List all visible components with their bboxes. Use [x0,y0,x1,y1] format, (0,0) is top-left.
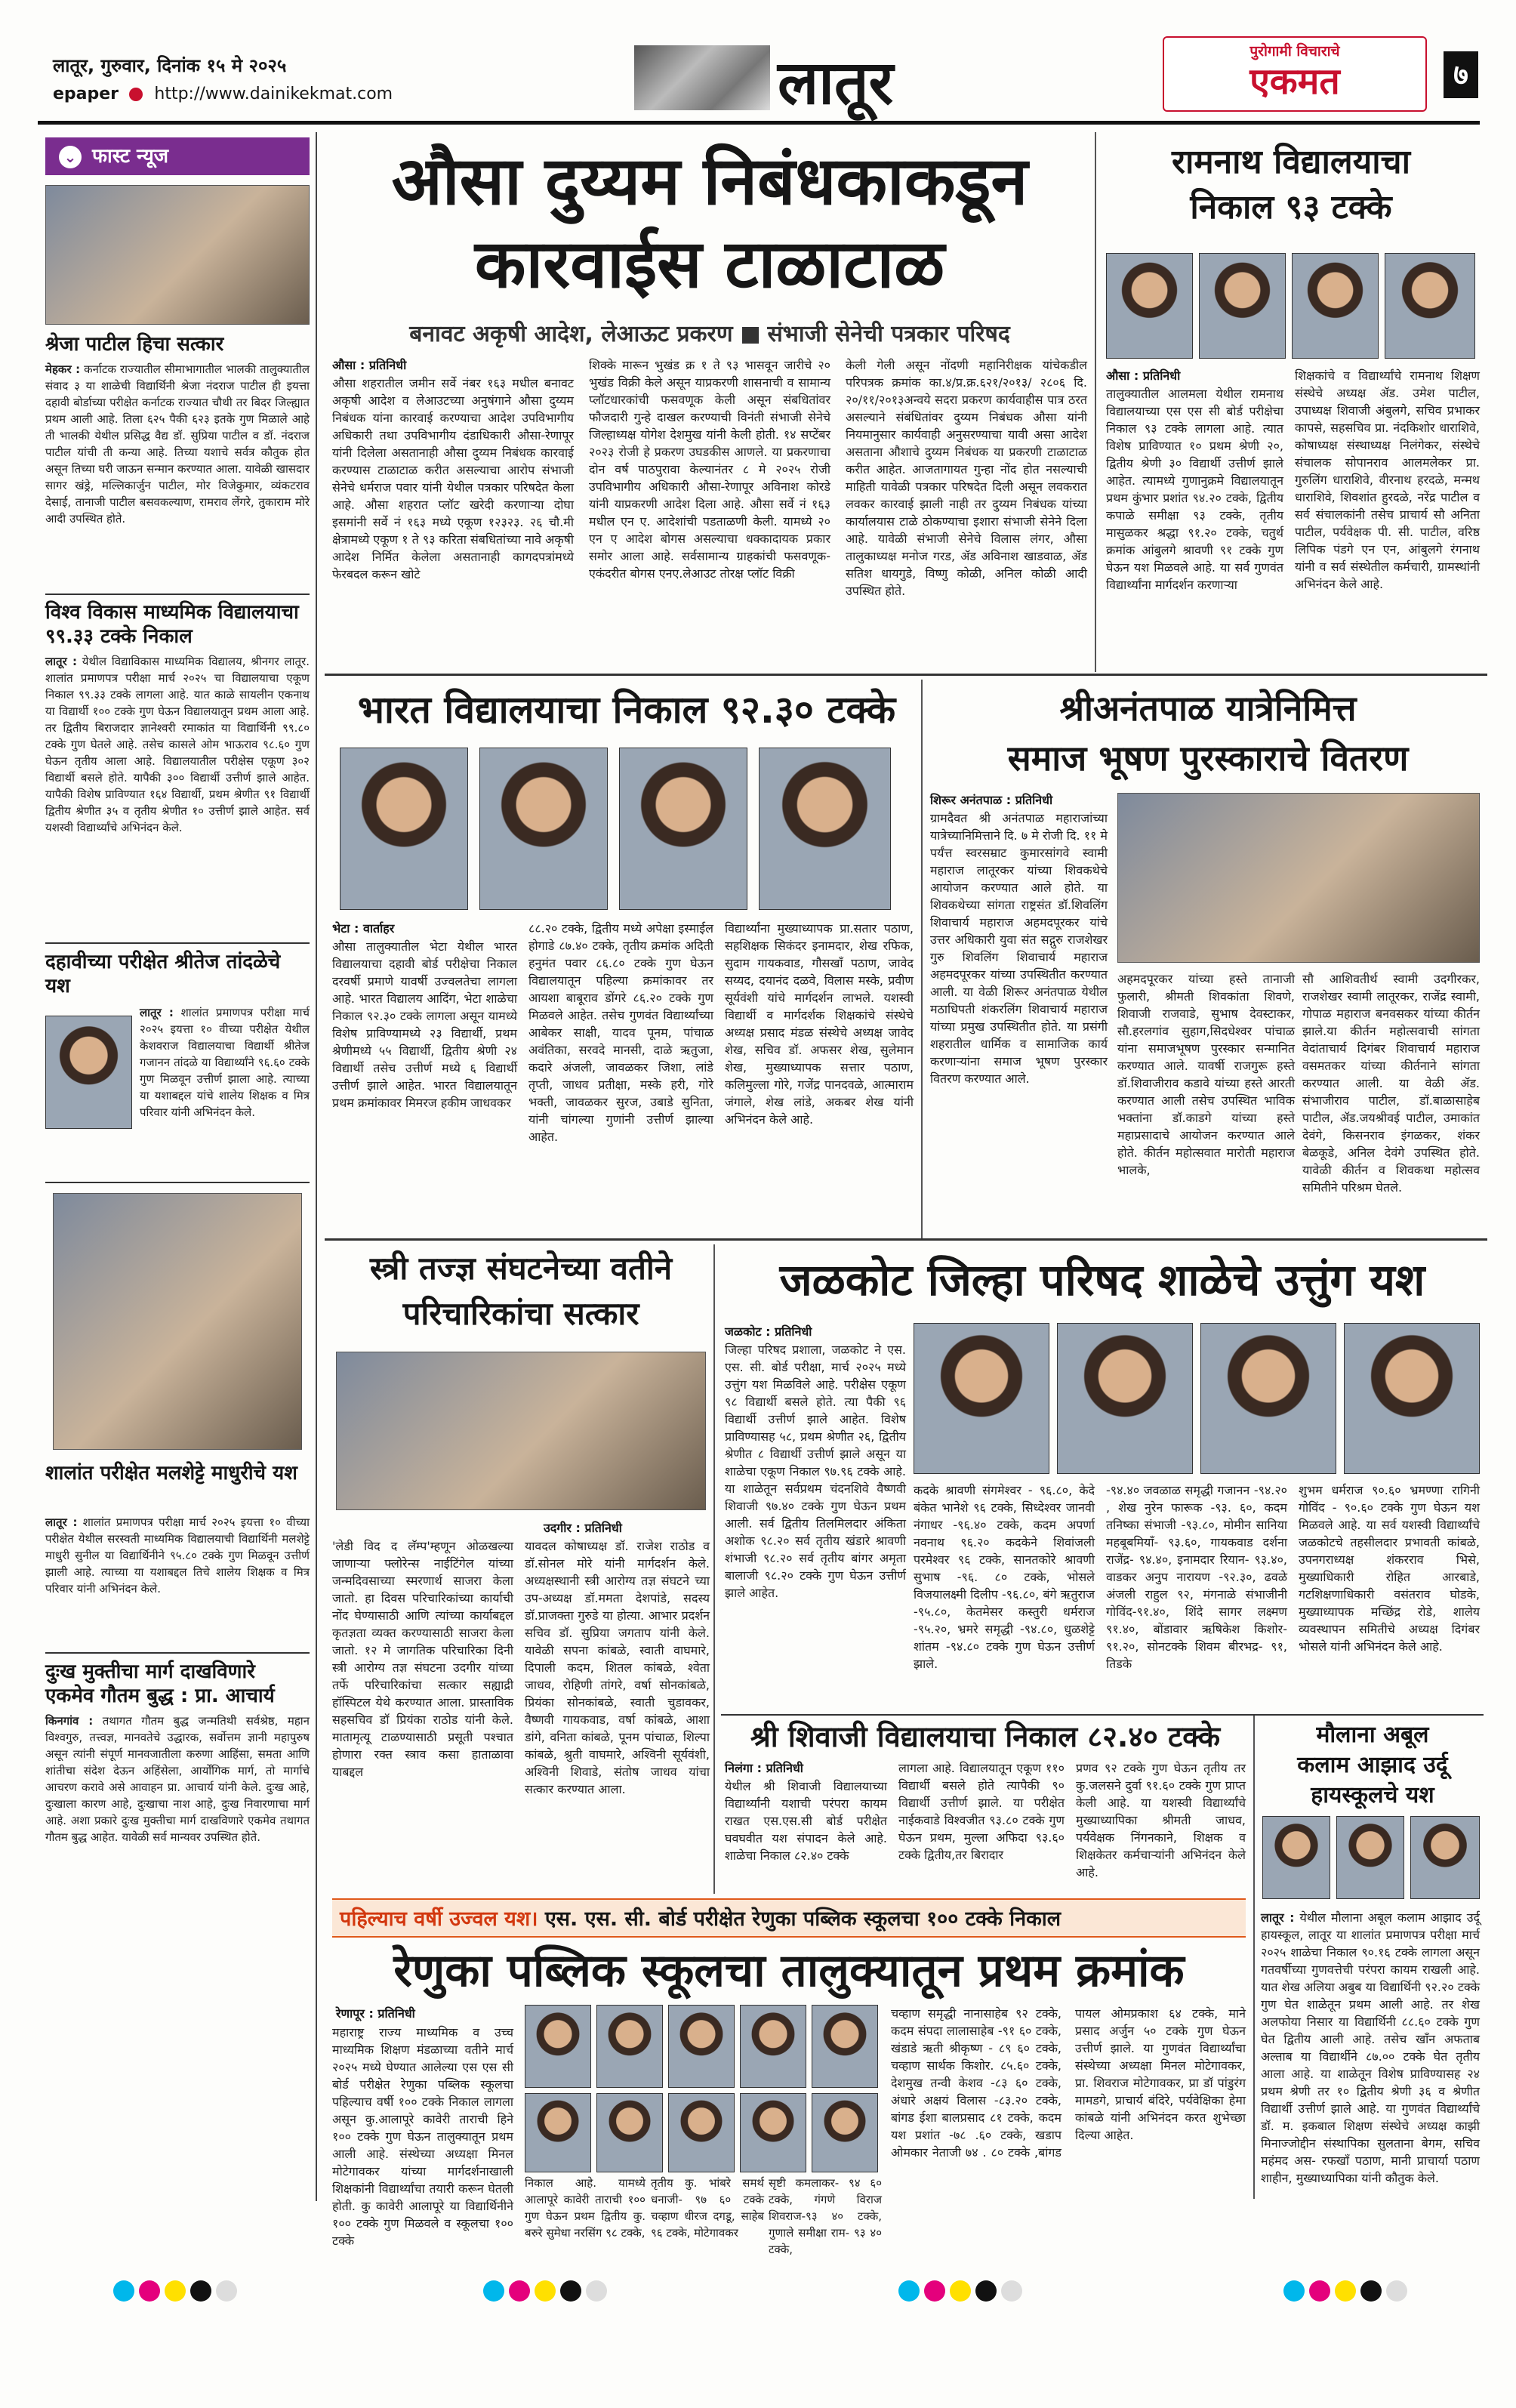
grey-dot [1001,2280,1022,2302]
student-photo [525,2093,591,2172]
column-divider [713,1244,715,1894]
cyan-dot [1283,2280,1305,2302]
anantpal-col-3: सौ आशिवतीर्थ स्वामी उदगीरकर, राजशेखर स्वामी लातूरकर, राजेंद्र स्वामी, गोपाळ महाराज बनवसकर यांच्या कीर्तन झाले.या कीर्तन महोत्सवाची सांगता वेदांताचार्य दिगंबर शिवाचार्य महाराज वसमतकर यांच्या कीर्तनाने सांगता करण्यात आली. या वेळी ॲड. संभाजीराव पाटील, डॉ.बाळासाहेब पाटील, ॲड.जयश्रीवई पाटील, उमाकांत देवंगे, किसनराव इंगळकर, शंकर बेळकूडे, अनिल देवंगे उपस्थित होते. यावेळी कीर्तन व शिवकथा महोत्सव समितीने परिश्रम घेतले. [1302,972,1480,1195]
anantpal-dateline: शिरूर अनंतपाळ : प्रतिनिधी [930,793,1053,807]
student-photo [1344,1323,1480,1474]
side-headline-4: शालांत परीक्षेत मलशेट्टे माधुरीचे यश [45,1462,297,1485]
ramnath-dateline: औसा : प्रतिनिधी [1106,368,1181,383]
side-body-3: शालांत प्रमाणपत्र परीक्षा मार्च २०२५ इयत्ता १० वीच्या परीक्षेत येथील केशवराज विद्यालयाचा विद्यार्थी श्रीतेज गजानन तांदळे या विद्यार्थ्यांने ९६.६० टक्के गुण मिळवून उत्तीर्ण झाला आहे. त्याच्या या यशाबद्दल यांचे शालेय शिक्षक व मित्र परिवार यांनी अभिनंदन केले. [140,1006,310,1119]
nurses-felicitation-photo [336,1352,706,1510]
nurses-headline [332,1246,710,1337]
maulana-body: येथील मौलाना अबूल कलाम आझाद उर्दू हायस्कूल, लातूर या शालांत प्रमाणपत्र परीक्षा मार्च २०२५ शाळेचा निकाल ९०.१६ टक्के लागला असून गतवर्षीच्या गुणवत्तेची परंपरा कायम राखली आहे. यात शेख अलिया अबुब या विद्यार्थिनी ९२.२० टक्के गुण घेत शाळेतून प्रथम आली आहे. तर शेख अलफोया निसार या विद्यार्थिनी ८८.६० टक्के गुण घेत द्वितीय आली आहे. तसेच खाँन अफताब अल्ताब या विद्यार्थीने ८७.०० टक्के घेत तृतीय आला आहे. या शाळेतून विशेष प्राविण्यासह २४ प्रथम श्रेणी तर १० द्वितीय श्रेणी ३६ व श्रेणीत विद्यार्थी उत्तीर्ण झाले आहे. या गुणवंत विद्यार्थ्यांचे डॉ. म. इकबाल शिक्षण संस्थेचे अध्यक्ष काझी मिनाज्जोद्दीन संस्थापिका सुलताना बेगम, सचिव महंमद अस- रफखाँ पठाण, मानी प्राचार्या पठाण शाहीन, मुख्याध्यापिका यांनी कौतुक केले. [1261,1910,1481,2185]
renuka-headline: रेणुका पब्लिक स्कूलचा तालुक्यातून प्रथम क्रमांक [393,1944,1185,1997]
grey-dot [216,2280,237,2302]
student-photo [668,2005,735,2088]
bharat-col-1: औसा तालुक्यातील भेटा येथील भारत विद्यालयाचा दहावी बोर्ड परीक्षेचा निकाल दरवर्षी प्रमाणे यावर्षी उज्वलतेचा लागला आहे. भारत विद्यालय आदिंग, भेटा शाळेचा निकाल ९२.३० टक्के लागला असून यामध्ये विशेष प्राविण्यामध्ये २३ विद्यार्थी, प्रथम श्रेणीमध्ये ५५ विद्यार्थी, द्वितीय श्रेणी २४ विद्यार्थी तसेच उत्तीर्ण मध्ये ६ विद्यार्थी उत्तीर्ण झाले आहेत. भारत विद्यालयातून प्रथम क्रमांकावर मिमरज हकीम जाधवकर [332,939,517,1110]
student-photo [1292,253,1379,359]
event-photo [1117,793,1480,963]
student-photo [479,748,608,910]
dateline: लातूर : [140,1006,174,1019]
side-headline-3: दहावीच्या परीक्षेत श्रीतेज तांदळेचे यश [45,951,281,997]
dateline: लातूर : [45,1515,78,1529]
side-article-4 [45,1514,310,1646]
maulana-headline [1259,1720,1486,1811]
student-photo [914,1323,1049,1474]
student-photo [668,2093,735,2172]
divider [45,1652,310,1654]
lead-col-3: केली गेली असून नोंदणी महानिरीक्षक यांचेकडील परिपत्रक क्रमांक का.४/प्र.क्र.६२१/२०१३/ २८०६ दि. २०/११/२०१३अन्वये सदरा प्रकरण कार्यवाहीस पात्र ठरत असल्याने संबंधितांवर दुय्यम निबंधक औसा यांनी नियमानुसार कार्यवाही अनुसरण्याचा यावी असा आदेश असताना औशाचे दुय्यम निबंधक या प्रकरणी टाळाटाळ करीत आहेत. आजतागायत गुन्हा नोंद होत नसल्याची माहिती यावेळी पत्रकार परिषदेत दिली असून लवकरात लवकर कारवाई झाली नाही तर दुय्यम निबंधक यांच्या कार्यालयास टाळे ठोकण्याचा इशारा संभाजी सेनेने दिला आहे. यावेळी संभाजी सेनेचे विलास लंगर, औसा तालुकाध्यक्ष मनोज गरड, ॲड अविनाश खाडवाळ, ॲड सतिश धायगुडे, विष्णु कोळी, अनिल कोळी आदी उपस्थित होते. [846,358,1087,598]
student-photo [1199,253,1286,359]
anantpal-col-2: अहमदपूरकर यांच्या हस्ते तानाजी फुलारी, श्रीमती शिवकांता शिवणे, शिवाजी राजवाडे, सुभाष देवस्टाकर, सौ.हरलगांव सुहाग,सिदधेश्वर पांचाळ यांना समाजभूषण पुरस्कार सन्मानित करण्यात आले. यावर्षी राजगुरू हस्ते डॉ.शिवाजीराव कडावे यांच्या हस्ते आरती करण्यात आली तसेच उपस्थित भाविक भक्तांना डॉ.काडगे यांच्या हस्ते महाप्रसादाचे आयोजन करण्यात आले होते. कीर्तन महोत्सवात मारोती महाराज भालके, [1117,972,1295,1177]
student-photo [340,748,468,910]
divider [45,594,310,595]
yellow-dot [535,2280,556,2302]
grey-dot [586,2280,607,2302]
student-photo [1106,253,1193,359]
column-divider [921,680,923,1238]
subhead-right: संभाजी सेनेची पत्रकार परिषद [767,321,1010,347]
anantpal-headline-line2: समाज भूषण पुरस्काराचे वितरण [1007,738,1409,779]
black-dot [190,2280,211,2302]
color-registration-marks [1283,2280,1412,2305]
ramnath-headline [1102,140,1480,230]
side-article-3a [140,1004,310,1133]
color-registration-marks [483,2280,612,2305]
ramnath-col-1: तालुक्यातील आलमला येथील रामनाथ विद्यालयाच्या एस एस सी बोर्ड परीक्षेचा निकाल ९३ टक्के लागला आहे. त्यात विशेष प्राविण्यात १० प्रथम श्रेणी २०, द्वितीय श्रेणी ३० विद्यार्थी उत्तीर्ण झाले आहेत. त्यामध्ये गुणानुक्रमे विद्यालयातून प्रथम कुंभार प्रशांत ९४.२० टक्के, द्वितीय कपाळे समीक्षा ९३ टक्के, तृतीय मासुळकर श्रद्धा ९१.२० टक्के, चतुर्थ क्रमांक आंबुलगे श्रावणी ९१ टक्के गुण घेऊन यश मिळवले आहे. या सर्व गुणवंत विद्यार्थ्यांना मार्गदर्शन करणाऱ्या [1106,387,1283,592]
logo-tagline: पुरोगामी विचाराचे [1249,43,1340,60]
epaper-url[interactable]: http://www.dainikekmat.com [154,85,393,103]
shivaji-col-1: येथील श्री शिवाजी विद्यालयाच्या विद्यार्थ्यांनी यशाची परंपरा कायम राखत एस.एस.सी बोर्ड परीक्षेत घवघवीत यश संपादन केले आहे. शाळेचा निकाल ८२.४० टक्के [725,1779,887,1863]
student-photo [1336,1816,1404,1899]
jalkot-col-1: जिल्हा परिषद प्रशाला, जळकोट ने एस. एस. सी. बोर्ड परीक्षा, मार्च २०२५ मध्ये उत्तुंग यश मिळविले आहे. परीक्षेस एकूण ९८ विद्यार्थी बसले होते. त्या पैकी ९६ विद्यार्थी उत्तीर्ण झाले आहेत. विशेष प्राविण्यासह ५८, प्रथम श्रेणीत २६, द्वितीय श्रेणीत ८ विद्यार्थी उत्तीर्ण झाले असून या शाळेचा एकूण निकाल ९७.९६ टक्के आहे. या शाळेतून सर्वप्रथम चंदनशिवे वैष्णवी शिवाजी ९७.४० टक्के गुण घेऊन प्रथम आली. सर्व द्वितीय तिलमिलदार अंकिता अशोक ९८.२० सर्व तृतीय खंडारे श्रावणी शंभाजी ९८.२० सर्व तृतीय बांगर अमृता बालाजी ९८.२० टक्के गुण घेऊन उत्तीर्ण झाले आहेत. [725,1343,906,1600]
fast-news-title: फास्ट न्यूज [92,145,169,168]
student-photo [812,2005,878,2088]
maulana-article [1261,1909,1480,2197]
grey-dot [1386,2280,1407,2302]
student-photo [619,748,747,910]
magenta-dot [1309,2280,1330,2302]
yellow-dot [1335,2280,1356,2302]
magenta-dot [924,2280,945,2302]
jalkot-col-2: कदके श्रावणी संगमेश्वर - ९६.८०, केदे बंकेत भानेशे ९६ टक्के, सिध्देश्वर जानवी नंगाधर -९६.४० टक्के, कदम अपर्णा नवनाथ ९६.२० कदकेने शिवांजली परमेश्वर ९६ टक्के, सानतकोरे श्रावणी सुभाष -९६. ८० टक्के, भोसले विजयालक्ष्मी दिलीप -९६.८०, बंगे ऋतुराज -९५.८०, केतमेसर कस्तुरी धर्मराज -९५.२०, भ्रमरे समृद्धी -९४.८०, धुळशेट्टे शांतम -९४.८० टक्के गुण घेऊन उत्तीर्ण झाले. [914,1483,1095,1671]
student-photo [596,2005,663,2088]
dateline: लातूर : [45,655,77,668]
side-headline-1: श्रेजा पाटील हिचा सत्कार [45,333,224,356]
side-headline-2: विश्व विकास माध्यमिक विद्यालयाचा ९९.३३ टक्के निकाल [45,601,299,648]
black-dot [1360,2280,1382,2302]
yellow-dot [950,2280,971,2302]
side-headline-5: दुःख मुक्तीचा मार्ग दाखविणारे एकमेव गौतम बुद्ध : प्रा. आचार्य [45,1660,275,1707]
black-dot [560,2280,581,2302]
renuka-col-1: महाराष्ट्र राज्य माध्यमिक व उच्च माध्यमिक शिक्षण मंडळाच्या वतीने मार्च २०२५ मध्ये घेण्यात आलेल्या एस एस सी बोर्ड परीक्षेत रेणुका पब्लिक स्कूलचा पहिल्याच वर्षी १०० टक्के निकाल लागला असून कु.आलापूरे कावेरी ताराची हिने १०० टक्के गुण घेऊन तालुक्यातून प्रथम आली आहे. संस्थेच्या अध्यक्षा मिनल मोटेगावकर यांच्या मार्गदर्शनाखाली शिक्षकांनी विद्यार्थ्यांचा तयारी करून घेतली होती. कु कावेरी आलापूरे या विद्यार्थिनीने १०० टक्के गुण मिळवले व स्कूलचा १०० टक्के [332,2025,513,2248]
renuka-col-5: चव्हाण समृद्धी नानासाहेब ९२ टक्के, कदम संपदा लालासाहेब -९१ ६० टक्के, खंडाडे ऋती श्रीकृष्ण - ८९ ६० टक्के, चव्हाण सार्थक किशोर. ८५.६० टक्के, देशमुख तन्वी केशव -८३ ६० टक्के, अंधारे अक्षयं विलास -८३.२० टक्के, बांगड ईशा बालप्रसाद ८१ टक्के, कदम यश प्रशांत -७८ .६० टक्के, खडाप ओमकार नेताजी ७४ . ८० टक्के ,बांगड पायल ओमप्रकाश ६४ टक्के, माने प्रसाद अर्जुन ५० टक्के गुण घेऊन उत्तीर्ण झाले. या गुणवंत विद्यार्थ्यांचा संस्थेच्या अध्यक्षा मिनल मोटेगावकर, प्रा. शिवराज मोटेगावकर, प्रा डॉ पांडुरंग मामडगे, प्राचार्य बंदिरे, पर्यवेक्षिका हेमा कांबळे यांनी अभिनंदन करत शुभेच्छा दिल्या आहेत. [891,2006,1246,2160]
student-photo [1200,1323,1336,1474]
student-photo [1262,1816,1330,1899]
globe-icon [129,88,143,101]
lead-col-2: शिक्के मारून भुखंड क्र १ ते ९३ भासवून जारीचे २० भुखंड विक्री केले असून याप्रकरणी शासनाची व सामान्य प्लॉटधारकांची फसवणूक केली असून संबधितांवर फौजदारी गुन्हे दाखल करण्याची विनंती संभाजी सेनेचे जिल्हाध्यक्ष योगेश देशमुख यांनी केली होती. १४ सप्टेंबर २०२३ रोजी हे प्रकरण उघडकीस आणले. या प्रकरणाचा दोन वर्ष पाठपुरावा केल्यानंतर ८ मे २०२५ रोजी उपविभागीय अधिकारी औसा-रेणापूर अविनाश कोरडे यांनी याप्रकरणी आदेश दिला आहे. औसा सर्वे नं १६३ मधील एन ए. आदेशांची पडताळणी केली. यामध्ये २० एन ए आदेश बोगस असल्याचा धक्कादायक प्रकार समोर आला आहे. सर्वसामान्य ग्राहकांची फसवणूक-एकंदरीत बोगस एनए.लेआउट तोरक्ष प्लॉट विक्री [589,358,830,581]
renuka-banner-highlight: पहिल्याच वर्षी उज्वल यश। [340,1907,538,1931]
anantpal-headline-line1: श्रीअनंतपाळ यात्रेनिमित्त [1059,688,1357,729]
bharat-headline: भारत विद्यालयाचा निकाल ९२.३० टक्के [357,688,896,732]
maulana-headline-line3: हायस्कूलचे यश [1311,1782,1434,1808]
anantpal-headline [929,683,1487,783]
nurses-headline-line1: स्त्री तज्ज्ञ संघटनेच्या वतीने [369,1250,673,1287]
city-title: लातूर [778,48,894,118]
lead-subhead [332,317,1087,348]
felicitation-photo [45,185,310,325]
side-body-5: तथागत गौतम बुद्ध जन्मतिथी सर्वश्रेष्ठ, महान विश्वगुरु, तत्त्वज्ञ, मानवतेचे उद्धारक, सर्वोत्तम ज्ञानी महापुरुष असून त्यांनी संपूर्ण मानवजातीला करुणा आहिंसा, समता आणि शांतीचा संदेश देऊन अहिंसेला, आर्योंगिक मार्ग, तो मार्गाचे आचरण करावे असे आवाहन प्रा. आचार्य यांनी केले. दुःख आहे, दुःखाला कारण आहे, दुःखाचा नाश आहे, दुःख निवारणाचा मार्ग आहे. अशा प्रकारे दुःख मुक्तीचा मार्ग दाखविणारे एकमेव तथागत गौतम बुद्ध आहेत. यावेळी सर्व मान्यवर उपस्थित होते. [45,1714,310,1844]
student-photo [740,2005,806,2088]
student-photo [596,2093,663,2172]
renuka-banner-text: एस. एस. सी. बोर्ड परीक्षेत रेणुका पब्लिक स्कूलचा १०० टक्के निकाल [544,1907,1062,1931]
cyan-dot [113,2280,134,2302]
lead-dateline: औसा : प्रतिनिधी [332,358,407,372]
square-bullet-icon [742,327,759,344]
section-rule [325,674,1487,676]
renuka-banner [332,1898,1246,1938]
student-photo [1385,253,1475,359]
column-divider [1253,1716,1255,2199]
lead-col-1: औसा शहरातील जमीन सर्वे नंबर १६३ मधील बनावट अकृषी आदेश व लेआउटच्या अनुषंगाने औसा दुय्यम निबंधक यांना कारवाई करण्याचा आदेश उपविभागीय अधिकारी तथा उपविभागीय दंडाधिकारी औसा-रेणापूर यांनी दिलेला असतानाही औसा दुय्यम निबंधक कारवाई करण्यास टाळाटाळ करीत असल्याचा आरोप संभाजी सेनेचे धर्मराज पवार यांनी येथील पत्रकार परिषदेत केला आहे. औसा शहरात प्लॉट खरेदी करणाऱ्या दोघा इसमांनी सर्वे नं १६३ मध्ये एकूण १२३२३. २६ चौ.मी क्षेत्रामध्ये एकूण १ ते ९३ करिता संबधितांच्या नावे अकृषी आदेश निर्मित केलेला असतानाही कागदपत्रांमध्ये फेरबदल करून खोटे [332,376,574,581]
jalkot-dateline: जळकोट : प्रतिनिधी [725,1324,812,1339]
renuka-col-3: तृतीय कु. भांबरे समर्थ धनाजी- ९७ ६० टक्के चव्हाण धीरज दगडू, साहेब ९६ टक्के, मोटेगावकर [651,2176,764,2240]
student-photo [525,2005,591,2088]
side-body-1: कर्नाटक राज्यातील सीमाभागातील भालकी तालुक्यातील संवाद ३ या शाळेची विद्यार्थिनी श्रेजा नंदराज पाटील ही इयत्ता दहावी बोर्डाच्या परीक्षेत कर्नाटक राज्यात चौथी तर बिदर जिल्ह्यात प्रथम आली आहे. तिला ६२५ पैकी ६२३ इतके गुण मिळाले आहे ती भालकी येथील प्रसिद्ध वैद्य डॉ. सुप्रिया पाटील व डॉ. नंदराज पाटील यांची ती कन्या आहे. तिच्या यशाचे सर्वत्र कौतुक होत असून तिच्या घरी जाऊन सन्मान करण्यात आला. यावेळी खासदार सागर खंड्रे, मल्लिकार्जुन पाटील, मोर विजेकुमार, व्यंकटराव देसाई, तानाजी पाटील बसवकल्याण, रामराव लेंगरे, तुकाराम मोरे आदी उपस्थित होते. [45,362,310,526]
fast-news-header [45,137,310,175]
header-rule [38,121,1480,125]
magenta-dot [509,2280,530,2302]
logo-name: एकमत [1249,60,1340,103]
bharat-dateline: भेटा : वार्ताहर [332,921,395,936]
dateline: मेहकर : [45,362,81,376]
subhead-left: बनावट अकृषी आदेश, लेआऊट प्रकरण [409,321,733,347]
page-number: ७ [1444,51,1478,98]
nurses-col-2: यावदल कोषाध्यक्ष डॉ. राजेश राठोड व डॉ.सोनल मोरे यांनी मार्गदर्शन केले. अध्यक्षस्थानी स्त्री आरोग्य तज्ञ संघटने च्या उप-अध्यक्ष डॉ.ममता देशपांडे, सदस्य डॉ.प्राजक्ता गुरुडे या होत्या. आभार प्रदर्शन सचिव डॉ. सुप्रिया जगताप यांनी केले. यावेळी सपना कांबळे, स्वाती वाघमारे, दिपाली कदम, शितल कांबळे, श्वेता जाधव, रोहिणी तांगरे, वर्षा सोनकांबळे, प्रियंका सोनकांबळे, स्वाती चुडावकर, वैष्णवी गायकवाड, वर्षा कांबळे, आशा डांगे, वनिता कांबळे, पूनम पांचाळ, शिल्पा कांबळे, श्रुती वाघमारे, अश्विनी सूर्यवंशी, अश्विनी शिवाडे, संतोष जाधव यांचा सत्कार करण्यात आला. [525,1539,710,1796]
side-body-4: शालांत प्रमाणपत्र परीक्षा मार्च २०२५ इयत्ता १० वीच्या परीक्षेत येथील सरस्वती माध्यमिक विद्यालयाची विद्यार्थिनी मलशेट्टे माधुरी सुनील या विद्यार्थिनीने ९५.८० टक्के गुण मिळवून उत्तीर्ण झाली आहे. त्याच्या या यशाबद्दल तिचे शालेय शिक्षक व मित्र परिवार यांनी अभिनंदन केले. [45,1515,310,1596]
city-collage-image [634,45,770,110]
cyan-dot [483,2280,504,2302]
side-body-2: येथील विद्याविकास माध्यमिक विद्यालय, श्रीनगर लातूर. शालांत प्रमाणपत्र परीक्षा मार्च २०२५ चा विद्यालयाचा एकूण निकाल ९९.३३ टक्के लागला आहे. यात काळे सायलीन एकनाथ या विद्यार्थी १०० टक्के गुण घेऊन विद्यालयातून प्रथम आला आहे. तर द्वितीय बिराजदार ज्ञानेश्वरी रमाकांत या विद्यार्थिनी ९९.८० टक्के गुण घेतले आहे. तसेच कासले ओम भाऊराव ९८.६० गुण घेऊन तृतीय आला आहे. विद्यालयातील परीक्षेस एकूण ३०२ विद्यार्थी बसले होते. यापैकी ३०० विद्यार्थी उत्तीर्ण झाले आहेत. यापैकी विशेष प्राविण्यात १६४ विद्यार्थी, प्रथम श्रेणीत ९१ विद्यार्थी द्वितीय श्रेणीत ३५ व तृतीय श्रेणीत १० उत्तीर्ण झाले आहेत. सर्व यशस्वी विद्यार्थ्यांचे अभिनंदन केले. [45,655,310,834]
side-article-5 [45,1713,310,2196]
color-registration-marks [898,2280,1027,2305]
dateline: लातूर : [1261,1910,1295,1925]
lead-headline: औसा दुय्यम निबंधकाकडून कारवाईस टाळाटाळ [391,142,1028,303]
shivaji-col-3: प्रणव ९२ टक्के गुण घेऊन तृतीय तर कु.जलसने दुर्वा ९१.६० टक्के गुण प्राप्त केली आहे. या यशस्वी विद्यार्थ्यांचे मुख्याध्यापिका श्रीमती जाधव, पर्यवेक्षक निंगनकाने, शिक्षक व शिक्षकेतर कर्मचाऱ्यांनी अभिनंदन केले आहे. [1076,1761,1246,1879]
issue-date: लातूर, गुरुवार, दिनांक १५ मे २०२५ [53,55,287,76]
ramnath-headline-line1: रामनाथ विद्यालयाचा [1171,143,1410,181]
shivaji-headline: श्री शिवाजी विद्यालयाचा निकाल ८२.४० टक्के [750,1720,1221,1753]
column-divider [1095,132,1096,672]
shivaji-col-2: लागला आहे. विद्यालयातून एकूण ११० विद्यार्थी बसले होते त्यापैकी ९० विद्यार्थी उत्तीर्ण झाले. या परीक्षेत नाईकवाडे विश्वजीत ९३.८० टक्के गुण घेऊन प्रथम, मुल्ला अफिदा ९३.६० टक्के द्वितीय,तर बिरादार [898,1761,1065,1862]
student-photo [45,1016,132,1129]
bharat-col-3: विद्यार्थ्यांना मुख्याध्यापक प्रा.सतार पठाण, सहशिक्षक सिकंदर इनामदार, शेख रफिक, सुदाम गायकवाड, गौसखाँ पठाण, जावेद सय्यद, दयानंद दळवे, विलास मस्के, प्रवीण सूर्यवंशी यांचे मार्गदर्शन लाभले. यशस्वी विद्यार्थी व मार्गदर्शक शिक्षकांचे संस्थेचे अध्यक्ष प्रसाद मंडळ संस्थेचे अध्यक्ष जावेद शेख, सचिव डॉ. अफसर शेख, सुलेमान शेख, मुख्याध्यापक सत्तार पठाण, कलिमुल्ला गोरे, गजेंद्र पानदवळे, आत्माराम जंगाले, शेख लांडे, अकबर शेख यांनी अभिनंदन केले आहे. [725,921,914,1127]
divider [45,942,310,944]
shivaji-dateline: निलंगा : प्रतिनिधी [725,1761,803,1775]
anantpal-col-1: ग्रामदैवत श्री अनंतपाळ महाराजांच्या यात्रेच्यानिमित्ताने दि. ७ मे रोजी दि. ११ मे पर्यंत्त स्वरसम्राट कुमारसांगवे स्वामी महाराज लातूरकर यांच्या शिवकथेचे आयोजन करण्यात आले होते. या शिवकथेच्या सांगता राष्ट्रसंत डॉ.शिवलिंग शिवाचार्य महाराज अहमदपूरकर यांचे उत्तर अधिकारी युवा संत सद्गुरु राजशेखर गुरु शिवलिंग शिवाचार्य महाराज अहमदपूरकर यांच्या उपस्थितीत करण्यात आली. या वेळी शिरूर अनंतपाळ येथील मठाधिपती शंकरलिंग शिवाचार्य महाराज यांच्या प्रमुख उपस्थितीत होते. या प्रसंगी शहरातील धार्मिक व सामाजिक कार्य करणाऱ्यांना समाज भूषण पुरस्कार वितरण करण्यात आले. [930,811,1108,1086]
side-article-1 [45,361,310,587]
black-dot [975,2280,997,2302]
jalkot-headline: जळकोट जिल्हा परिषद शाळेचे उत्तुंग यश [779,1254,1425,1306]
epaper-label: epaper [53,85,119,103]
magenta-dot [139,2280,160,2302]
renuka-dateline: रेणापूर : प्रतिनिधी [336,2006,415,2021]
yellow-dot [165,2280,186,2302]
student-photo [1057,1323,1193,1474]
dateline: किनगांव : [45,1714,94,1728]
nurses-col-1: 'लेडी विद द लॅम्प'म्हणून ओळखल्या जाणाऱ्या फ्लोरेन्स नाईटिंगेल यांच्या जन्मदिवसाच्या स्मरणार्थ साजरा केला जातो. हा दिवस परिचारिकांच्या कार्याची नोंद घेण्यासाठी आणि त्यांच्या कार्याबद्दल कृतज्ञता व्यक्त करण्यासाठी साजरा केला जातो. १२ मे जागतिक परिचारिका दिनी स्त्री आरोग्य तज्ञ संघटना उदगीर यांच्या तर्फे परिचारिकांचा सत्कार सह्याद्री हॉस्पिटल येथे करण्यात आला. प्रास्ताविक सहसचिव डॉ प्रियंका राठोड यांनी केले. मातामृत्यू टाळण्यासाठी प्रसूती पश्चात होणारा रक्त स्त्राव कसा हाताळावा याबद्दल [332,1539,513,1779]
nurses-dateline: उदगीर : प्रतिनिधी [544,1521,622,1535]
color-registration-marks [113,2280,242,2305]
maulana-headline-line1: मौलाना अबूल [1316,1722,1429,1748]
section-rule [325,1238,1487,1241]
renuka-col-4: सृष्टी कमलाकर- ९४ ६० टक्के, गंगणे विराज शिवराज-९३ ४० टक्के, गुणाले समीक्षा राम- ९३ ४० टक्के, [769,2176,882,2256]
maulana-headline-line2: कलाम आझाद उर्दू [1297,1752,1448,1778]
renuka-col-2: निकाल आहे. यामध्ये आलापूरे कावेरी ताराची १०० गुण घेऊन प्रथम द्वितीय कु. बरुरे सुमेधा नरसिंग ९८ टक्के, [525,2176,646,2240]
chevron-down-icon: ⌄ [59,146,82,168]
ramnath-headline-line2: निकाल ९३ टक्के [1190,188,1392,227]
student-photo [759,748,891,910]
student-photo [812,2093,878,2172]
nurses-headline-line2: परिचारिकांचा सत्कार [402,1295,639,1332]
cyan-dot [898,2280,920,2302]
student-photo [740,2093,806,2172]
bharat-col-2: ८८.२० टक्के, द्वितीय मध्ये अपेक्षा इस्माईल होगाडे ८७.४० टक्के, तृतीय क्रमांक अदिती हनुमंत पवार ८६.८० टक्के गुण घेऊन विद्यालयातून पहिल्या क्रमांकावर तर आयशा बाबूराव डोंगरे ८६.२० टक्के गुण मिळवले आहेत. तसेच गुणवंत विद्यार्थ्यांच्या आबेकर साक्षी, यादव पूनम, पांचाळ अवंतिका, सरवदे मानसी, दाळे ऋतुजा, कदारे अंजली, जावळकर जिशा, लांडे तृप्ती, जाधव प्रतीक्षा, मस्के हरी, गोरे भक्ती, जावळकर सुरज, उबाडे सुनिता, यांनी चांगल्या गुणांनी उत्तीर्ण झाल्या आहेत. [528,921,713,1144]
side-article-2 [45,653,310,936]
ramnath-col-2: शिक्षकांचे व विद्यार्थ्यांचे रामनाथ शिक्षण संस्थेचे अध्यक्ष ॲड. उमेश पाटील, उपाध्यक्ष शिवाजी अंबुलगे, सचिव प्रभाकर कापसे, सहसचिव प्रा. नंदकिशोर धाराशिवे, कोषाध्यक्ष संस्थाध्यक्ष निलंगेकर, संस्थेचे संचालक सोपानराव आलमलेकर प्रा. गुरुलिंग धाराशिवे, वीरनाथ हरदळे, मन्मथ धाराशिवे, शिवशांत हुरदळे, नरेंद्र पाटील व सर्व संचालकांनी तसेच प्राचार्य सौ अनिता पाटील, पर्यवेक्षक पी. सी. पाटील, वरिष्ठ लिपिक पंडगे एन एन, आंबुलगे रंगनाथ यांनी व सर्व संस्थेतील कर्मचारी, ग्रामस्थांनी अभिनंदन केले आहे. [1295,368,1480,591]
masthead-logo [1163,36,1427,112]
student-photo [1410,1816,1480,1899]
jalkot-col-4: शुभम धर्मराज ९०.६० भ्रमण्णा रागिनी गोविंद - ९०.६० टक्के गुण घेऊन यश मिळवले आहे. या सर्व यशस्वी विद्यार्थ्यांचे जळकोटचे तहसीलदार प्रभावती कांबळे, उपनगराध्यक्ष शंकरराव भिसे, मुख्याधिकारी रोहित आरबाडे, गटशिक्षणाधिकारी वसंतराव घोडके, मुख्याध्यापक मच्छिंद्र रोडे, शालेय व्यवस्थापन समितीचे अध्यक्ष दिगंबर भोसले यांनी अभिनंदन केले आहे. [1299,1483,1480,1654]
jalkot-col-3: -९४.४० जवळाळ समृद्धी गजानन -९४.२० , शेख नुरेन फारूक -९३. ६०, कदम तनिष्का संभाजी -९३.८०, मोमीन सानिया महबूबमियाँ- ९३.६०, गायकवाड दर्शना राजेंद्र- ९४.४०, इनामदार रियान- ९३.४०, वाडकर अनुप नारायण -९२.३०, ढवळे अंजली राहुल ९२, मंगनाळे संभाजीनी गोविंद-९१.४०, शिंदे सागर लक्ष्मण ९१.४०, बोंडावार ऋषिकेश किशोर- ९१.२०, सोनटक्के शिवम बीरभद्र- ९१, तिडके [1106,1483,1287,1671]
award-photo [53,1193,302,1450]
divider [45,1182,310,1183]
epaper-line [53,85,393,103]
